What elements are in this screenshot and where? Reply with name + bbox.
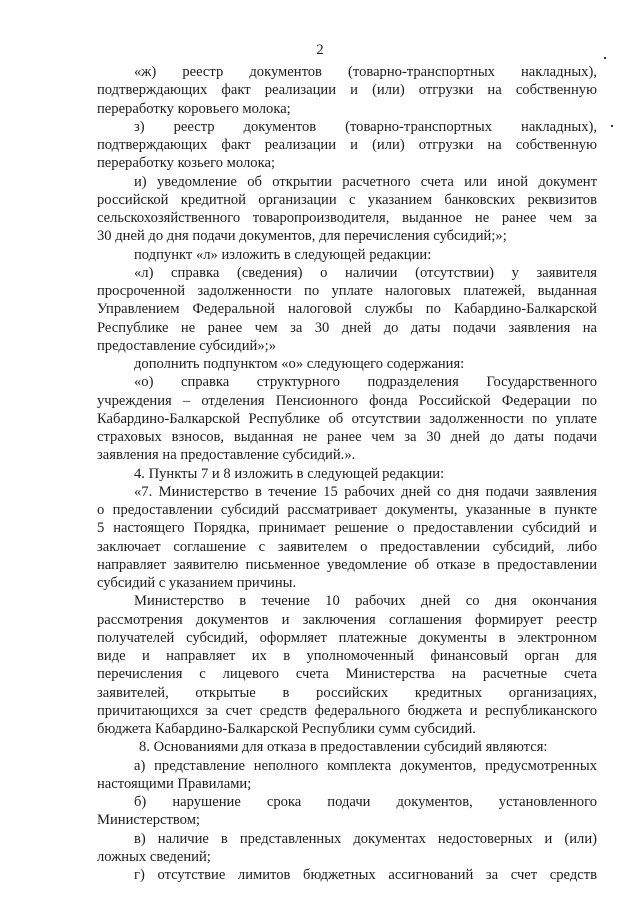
text-line: настоящими Правилами; xyxy=(97,775,252,792)
text-line: 4. Пункты 7 и 8 изложить в следующей редакции: xyxy=(134,465,445,482)
text-line: Министерство в течение 10 рабочих дней со дня окончания xyxy=(134,593,597,610)
text-line: подтверждающих факт реализации и (или) отгрузки на собственную xyxy=(97,137,597,153)
text-line: ложных сведений; xyxy=(97,848,211,865)
text-line: страховых взносов, выданная не ранее чем за 30 дней до даты подачи xyxy=(97,429,597,445)
text-line: з) реестр документов (товарно-транспортных накладных), xyxy=(134,118,597,135)
text-line: 8. Основаниями для отказа в предоставлении субсидий являются: xyxy=(139,739,548,756)
text-line: заявления на предоставление субсидий.». xyxy=(97,447,356,464)
text-line: 30 дней до дня подачи документов, для перечисления субсидий;»; xyxy=(97,228,507,245)
text-line: переработку коровьего молока; xyxy=(97,100,291,117)
text-line: о предоставлении субсидий рассматривает документы, указанные в пункте xyxy=(97,502,597,518)
text-line: подтверждающих факт реализации и (или) отгрузки на собственную xyxy=(97,82,597,99)
text-line: сельскохозяйственного товаропроизводителя, выданное не ранее чем за xyxy=(97,210,597,226)
scan-speck xyxy=(604,57,606,59)
scan-speck xyxy=(611,125,613,127)
text-line: учреждения – отделения Пенсионного фонда Российской Федерации по xyxy=(97,392,597,409)
text-line: бюджета Кабардино-Балкарской Республики сумм субсидий. xyxy=(97,721,476,737)
text-line: Управлением Федеральной налоговой службы по Кабардино-Балкарской xyxy=(97,301,597,318)
text-line: субсидий с указанием причины. xyxy=(97,575,297,591)
text-line: «л) справка (сведения) о наличии (отсутствии) у заявителя xyxy=(134,264,597,281)
text-line: б) нарушение срока подачи документов, установленного xyxy=(134,794,597,810)
text-line: дополнить подпунктом «о» следующего содержания: xyxy=(134,356,465,372)
text-line: «ж) реестр документов (товарно-транспортных накладных), xyxy=(134,64,597,80)
text-line: подпункт «л» изложить в следующей редакции: xyxy=(134,246,432,263)
text-line: перечисления с лицевого счета Министерства на расчетные счета xyxy=(97,666,597,683)
text-line: а) представление неполного комплекта документов, предусмотренных xyxy=(134,757,597,774)
text-line: и) уведомление об открытии расчетного счета или иной документ xyxy=(134,173,597,190)
text-line: «7. Министерство в течение 15 рабочих дней со дня подачи заявления xyxy=(134,483,597,500)
document-body-text xyxy=(97,63,597,884)
text-line: заявителей, открытые в российских кредитных организациях, xyxy=(97,684,597,701)
page-number: 2 xyxy=(316,42,324,58)
text-line: российской кредитной организации с указанием банковских реквизитов xyxy=(97,191,597,208)
text-line: заключает соглашение с заявителем о предоставлении субсидий, либо xyxy=(97,538,597,555)
text-line: Министерством; xyxy=(97,812,200,829)
text-line: направляет заявителю письменное уведомление об отказе в предоставлении xyxy=(97,556,597,573)
text-line: в) наличие в представленных документах недостоверных и (или) xyxy=(134,830,597,847)
text-line: рассмотрения документов и заключения соглашения формирует реестр xyxy=(97,611,597,628)
text-line: виде и направляет их в уполномоченный финансовый орган для xyxy=(97,648,597,664)
text-line: г) отсутствие лимитов бюджетных ассигнований за счет средств xyxy=(134,867,597,883)
text-line: Республике не ранее чем за 30 дней до даты подачи заявления на xyxy=(97,319,597,336)
text-line: переработку козьего молока; xyxy=(97,155,276,172)
text-line: получателей субсидий, оформляет платежные документы в электронном xyxy=(97,629,597,646)
text-line: 5 настоящего Порядка, принимает решение о предоставлении субсидий и xyxy=(97,520,597,537)
text-line: просроченной задолженности по уплате налоговых платежей, выданная xyxy=(97,283,597,299)
text-line: «о) справка структурного подразделения Государственного xyxy=(134,374,597,391)
text-line: предоставление субсидий»;» xyxy=(97,337,276,354)
text-line: Кабардино-Балкарской Республике об отсутствии задолженности по уплате xyxy=(97,410,597,427)
text-line: причитающихся за счет средств федерального бюджета и республиканского xyxy=(97,702,597,719)
